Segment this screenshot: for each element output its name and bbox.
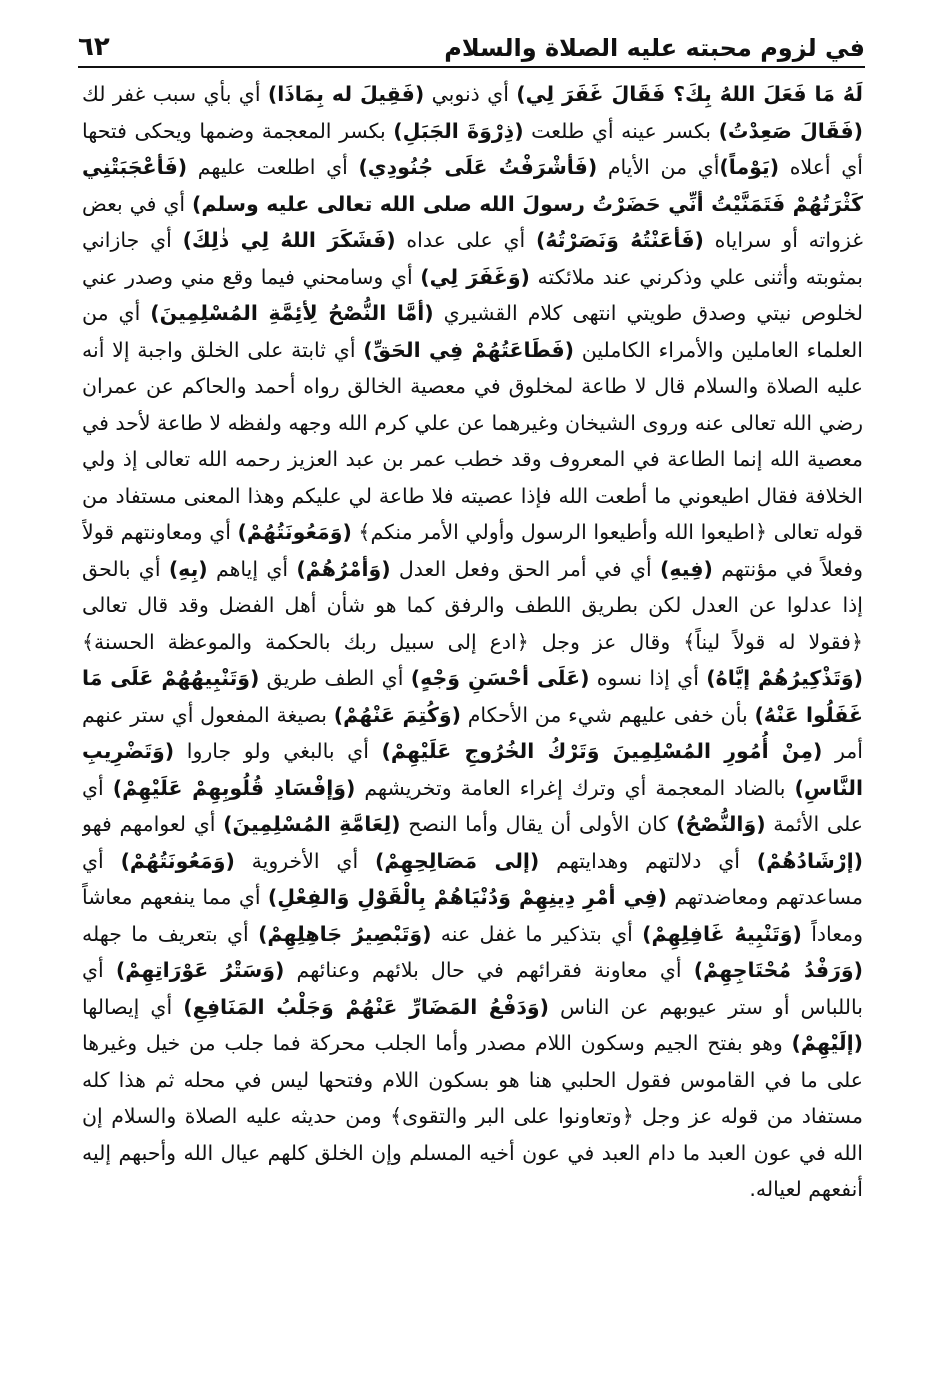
commentary-text: أي بأي سبب غفر لك bbox=[82, 82, 268, 106]
matn-quote: (وَمَعُونَتُهُمْ) bbox=[120, 848, 235, 873]
matn-quote: لَهُ مَا فَعَلَ اللهُ بِكَ؟ فَقَالَ غَفَرَ لِي) bbox=[516, 82, 863, 106]
commentary-text: أي ذنوبي bbox=[424, 82, 517, 106]
matn-quote: (يَوْماً) bbox=[719, 155, 780, 179]
matn-quote: (ذِرْوَةَ الجَبَلِ) bbox=[393, 118, 524, 143]
commentary-text: أي إذا نسوه bbox=[589, 666, 707, 690]
matn-quote: (وَمَعُونَتُهُمْ) bbox=[237, 520, 352, 544]
matn-quote: (وَغَفَرَ لِي) bbox=[420, 264, 530, 289]
matn-quote: (أمَّا النُّصْحُ لِأئِمَّةِ المُسْلِمِينَ) bbox=[150, 301, 434, 325]
matn-quote: (وَتَبْصِيرُ جَاهِلِهِمْ) bbox=[258, 921, 432, 946]
matn-quote: (بِهِ) bbox=[168, 556, 208, 581]
matn-quote: (فَقِيلَ له بِمَاذَا) bbox=[267, 82, 425, 106]
commentary-text: بكسر المعجمة وضمها ويحكى فتحها أي أعلاه bbox=[82, 118, 863, 179]
matn-quote: (وَرَفْدُ مُحْتَاجِهِمْ) bbox=[693, 958, 863, 982]
matn-quote: (عَلَى أحْسَنِ وَجْهٍ) bbox=[410, 666, 590, 690]
matn-quote: (فَقَالَ صَعِدْتُ) bbox=[718, 118, 863, 143]
commentary-text: بالضاد المعجمة أي وترك إغراء العامة وتخريشهم bbox=[355, 775, 795, 800]
matn-quote: (وَتَذْكِيرُهُمْ إيَّاهُ) bbox=[706, 666, 863, 690]
commentary-text: كان الأولى أن يقال وأما النصح bbox=[400, 812, 677, 836]
commentary-text: أي بالحق إذا عدلوا عن العدل لكن بطريق اللطف والرفق كما هو شأن أهل الفضل وقد قال تعالى ﴿فقولا له قولاً ليناً﴾ وقال عز وجل ﴿ادع إلى سبيل ربك بالحكمة والموعظة الحسنة﴾ bbox=[82, 556, 863, 654]
commentary-text: وهو بفتح الجيم وسكون اللام مصدر وأما الجلب محركة فما جلب من خيل وغيرها على ما في القاموس فقول الحلبي هنا هو بسكون اللام وفتحها ليس في محله ثم هذا كله مستفاد من قوله عز وجل ﴿وتعاونوا على البر والتقوى﴾ ومن حديثه عليه الصلاة والسلام إن الله في عون العبد ما دام العبد في عون أخيه المسلم وإن الخلق كلهم عيال الله وأحبهم إليه أنفعهم لعياله. bbox=[82, 1031, 863, 1201]
matn-quote: (فَشَكَرَ اللهُ لِي ذٰلِكَ) bbox=[182, 228, 396, 252]
matn-quote: (فَأعْجَبَتْنِي كَثْرَتُهُمْ فَتَمَنَّيْتُ أنِّي حَضَرْتُ رسولَ الله صلى الله تعالى عليه وسلم) bbox=[82, 155, 863, 216]
commentary-text: أي الأخروية bbox=[234, 848, 375, 873]
commentary-text: أي بتعريف ما جهله bbox=[82, 921, 259, 946]
commentary-text: أي اطلعت عليهم bbox=[187, 155, 359, 179]
matn-quote: (وَسَتْرُ عَوْرَاتِهِمْ) bbox=[115, 958, 285, 982]
matn-quote: (مِنْ أُمُورِ المُسْلِمِينَ وَتَرْكُ الخُرُوجِ عَلَيْهِمْ) bbox=[381, 739, 823, 763]
matn-quote: (إلى مَصَالِحِهِمْ) bbox=[374, 848, 540, 873]
commentary-text: أي على عداه bbox=[395, 228, 536, 252]
commentary-text: أي في بعض غزواته أو سراياه bbox=[82, 191, 863, 252]
commentary-text: أي مما ينفعهم معاشاً ومعاداً bbox=[82, 885, 863, 946]
matn-quote: (وَدَفْعُ المَضَارِّ عَنْهُمْ وَجَلْبُ المَنَافِعِ) bbox=[183, 994, 549, 1019]
commentary-text: بكسر عينه أي طلعت bbox=[523, 118, 719, 143]
matn-quote: (فَأعَنْتُهُ وَنَصَرْتُهُ) bbox=[535, 228, 704, 252]
commentary-text: أي جازاني بمثوبته وأثنى علي وذكرني عند ملائكته bbox=[82, 228, 863, 289]
matn-quote: (فِيهِ) bbox=[659, 556, 713, 581]
commentary-text: أي باللباس أو ستر عيوبهم عن الناس bbox=[82, 958, 863, 1019]
commentary-text: أي في أمر الحق وفعل العدل bbox=[390, 556, 660, 581]
commentary-text: أي لعوامهم فهو bbox=[82, 812, 224, 836]
matn-quote: (وَتَنْبِيهُهُمْ عَلَى مَا غَفَلُوا عَنْهُ) bbox=[82, 666, 863, 727]
matn-quote: (لِعَامَّةِ المُسْلِمِينَ) bbox=[223, 812, 401, 836]
commentary-text: أي بتذكير ما غفل عنه bbox=[431, 921, 643, 946]
matn-quote: (فَأشْرَفْتُ عَلَى جُنُودِي) bbox=[358, 155, 598, 179]
commentary-text: أي ثابتة على الخلق واجبة إلا أنه عليه الصلاة والسلام قال لا طاعة لمخلوق في معصية الخالق رواه أحمد والحاكم عن عمران رضي الله تعالى عنه وروى الشيخان وغيرهما عن علي كرم الله وجهه ولفظه لا طاعة لأحد في معصية الله إنما الطاعة في المعروف وقد خطب عمر بن عبد العزيز رحمه الله تعالى إذ ولي الخلافة فقال اطيعوني ما أطعت الله فإذا عصيته فلا طاعة لي عليكم وهذا المعنى مستفاد من قوله تعالى ﴿اطيعوا الله وأطيعوا الرسول وأولي الأمر منكم﴾ bbox=[82, 337, 863, 544]
commentary-text: أي مساعدتهم ومعاضدتهم bbox=[82, 848, 863, 909]
page-number: ٦٢ bbox=[78, 32, 110, 62]
commentary-text: أي معاونة فقرائهم في حال بلائهم وعنائهم bbox=[284, 958, 694, 982]
commentary-text: أي وسامحني فيما وقع مني وصدر عني لخلوص نيتي وصدق طويتي انتهى كلام القشيري bbox=[82, 264, 863, 325]
commentary-text: أي على الأئمة bbox=[82, 775, 863, 836]
main-paragraph bbox=[82, 76, 863, 1208]
commentary-text: أي الطف طريق bbox=[259, 666, 411, 690]
commentary-text: أي من الأيام bbox=[597, 155, 720, 179]
running-title: في لزوم محبته عليه الصلاة والسلام bbox=[444, 34, 865, 62]
commentary-text: أي بالبغي ولو جاروا bbox=[174, 739, 382, 763]
running-header bbox=[78, 18, 865, 68]
commentary-text: بصيغة المفعول أي ستر عنهم أمر bbox=[82, 702, 863, 763]
matn-quote: (وَتَضْرِيبِ النَّاسِ) bbox=[82, 739, 863, 800]
commentary-text: أي ومعاونتهم قولاً وفعلاً في مؤنتهم bbox=[82, 520, 863, 581]
matn-quote: (وَأمْرُهُمْ) bbox=[296, 556, 391, 581]
matn-quote: (إرْشَادُهُمْ) bbox=[756, 848, 863, 873]
commentary-text: أي إياهم bbox=[207, 556, 297, 581]
matn-quote: (وَإفْسَادِ قُلُوبِهِمْ عَلَيْهِمْ) bbox=[112, 775, 356, 800]
commentary-text: أي إيصالها bbox=[82, 994, 184, 1019]
matn-quote: (وَكُتِمَ عَنْهُمْ) bbox=[333, 702, 461, 727]
body-text bbox=[82, 76, 863, 1236]
commentary-text: بأن خفى عليهم شيء من الأحكام bbox=[460, 702, 755, 727]
commentary-text: أي من العلماء العاملين والأمراء الكاملين bbox=[82, 301, 863, 362]
matn-quote: (وَتَنْبِيهُ غَافِلِهِمْ) bbox=[642, 921, 802, 946]
matn-quote: (فِي أمْرِ دِينِهِمْ وَدُنْيَاهُمْ بِالْقَوْلِ وَالفِعْلِ) bbox=[267, 885, 668, 909]
matn-quote: (فَطَاعَتُهُمْ فِي الحَقِّ) bbox=[363, 337, 574, 362]
matn-quote: (وَالنُّصْحُ) bbox=[676, 812, 766, 836]
matn-quote: (إلَيْهِمْ) bbox=[791, 1031, 863, 1055]
commentary-text: أي دلالتهم وهدايتهم bbox=[539, 848, 757, 873]
